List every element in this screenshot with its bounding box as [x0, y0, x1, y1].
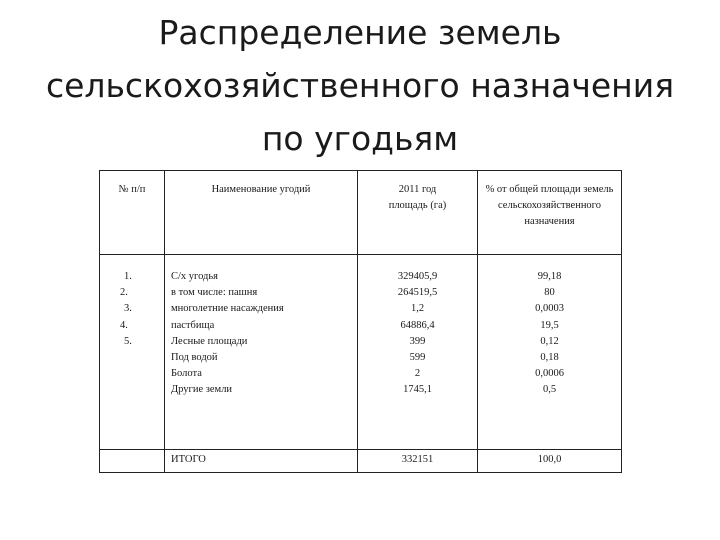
- total-name-cell: [165, 450, 358, 473]
- land-type-name: Под водой: [171, 352, 218, 364]
- numbers-cell: [100, 255, 165, 450]
- land-type-name: Лесные площади: [171, 335, 248, 347]
- total-pct-cell: [478, 450, 622, 473]
- row-number: 4.: [120, 319, 128, 331]
- land-type-name: в том числе: пашня: [171, 287, 258, 299]
- percent-value: 0,18: [540, 352, 559, 364]
- percent-value: 0,0006: [535, 368, 564, 380]
- header-pct-line-2: сельскохозяйственного: [498, 200, 601, 212]
- percent-value: 19,5: [540, 319, 559, 331]
- area-value: 1745,1: [403, 384, 432, 396]
- title-line-2: сельскохозяйственного назначения: [45, 66, 675, 105]
- names-cell: [165, 255, 358, 450]
- land-type-name: многолетние насаждения: [171, 303, 284, 315]
- percent-value: 0,0003: [535, 303, 564, 315]
- area-value: 1,2: [410, 303, 425, 315]
- title-line-1: Распределение земель: [158, 13, 562, 52]
- header-pct-line-3: назначения: [524, 216, 575, 228]
- area-value: 64886,4: [400, 319, 435, 331]
- total-area: 332151: [401, 454, 434, 465]
- area-value: 329405,9: [397, 271, 438, 282]
- total-percent: 100,0: [537, 454, 562, 465]
- row-number: 2.: [120, 287, 128, 299]
- header-pct-cell: [478, 171, 622, 255]
- land-type-name: пастбища: [171, 319, 215, 331]
- header-area-line-2: площадь (га): [388, 200, 447, 212]
- percent-value: 99,18: [537, 271, 562, 282]
- title-line-3: по угодьям: [261, 119, 459, 158]
- total-num-cell: [100, 450, 165, 473]
- land-type-name: Болота: [171, 368, 202, 380]
- areas-cell: [358, 255, 478, 450]
- header-area-cell: [358, 171, 478, 255]
- land-type-name: С/х угодья: [171, 271, 218, 282]
- header-num-cell: [100, 171, 165, 255]
- row-number: 1.: [124, 271, 132, 282]
- land-type-name: Другие земли: [171, 384, 233, 396]
- table-header-row: [100, 171, 622, 255]
- table-body-row: [100, 255, 622, 450]
- area-value: 599: [409, 352, 426, 364]
- land-distribution-table: [99, 170, 622, 473]
- header-name: Наименование угодий: [211, 184, 311, 195]
- area-value: 264519,5: [397, 287, 438, 299]
- area-value: 2: [414, 368, 421, 380]
- header-name-cell: [165, 171, 358, 255]
- total-area-cell: [358, 450, 478, 473]
- table-total-row: [100, 450, 622, 473]
- row-number: 5.: [124, 335, 132, 347]
- header-num: № п/п: [118, 184, 146, 195]
- area-value: 399: [409, 335, 426, 347]
- total-label: ИТОГО: [171, 454, 206, 465]
- header-area-line-1: 2011 год: [398, 184, 437, 195]
- percent-value: 80: [544, 287, 555, 299]
- percent-value: 0,12: [540, 335, 559, 347]
- page-title: [0, 6, 720, 165]
- percents-cell: [478, 255, 622, 450]
- row-number: 3.: [124, 303, 132, 315]
- header-pct-line-1: % от общей площади земель: [485, 184, 614, 195]
- percent-value: 0,5: [542, 384, 557, 396]
